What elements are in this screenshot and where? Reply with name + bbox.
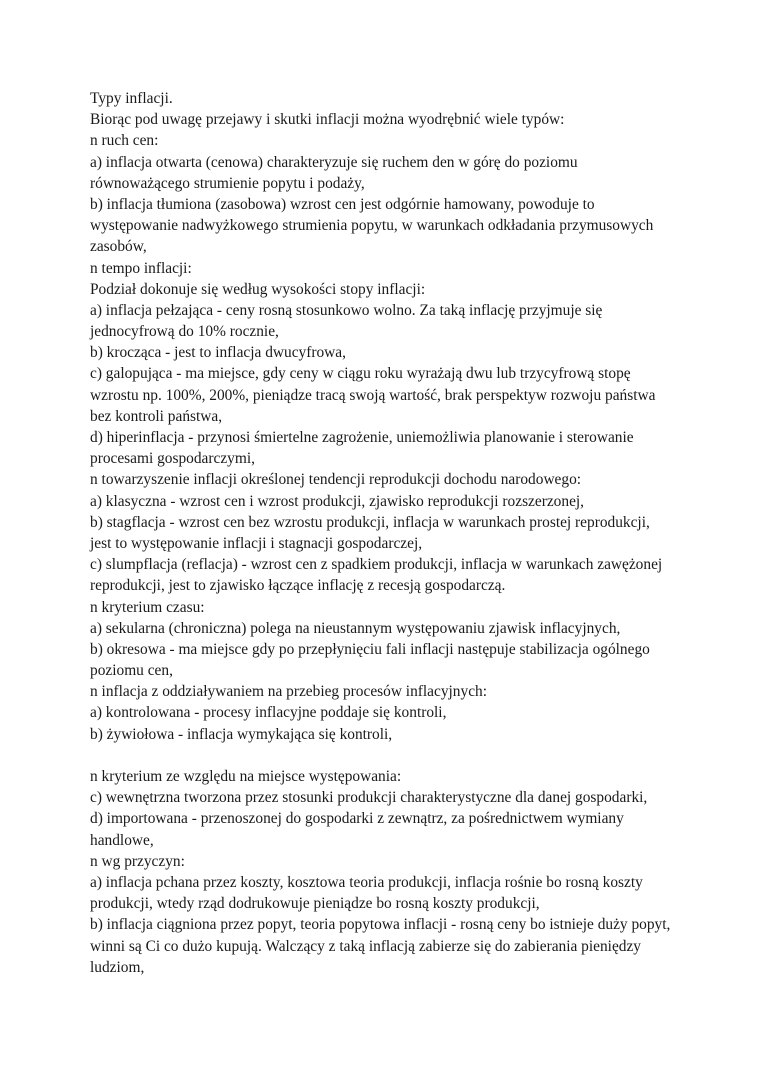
text-line: c) wewnętrzna tworzona przez stosunki produkcji charakterystyczne dla danej gospodarki, xyxy=(90,789,648,807)
text-line: d) importowana - przenoszonej do gospodarki z zewnątrz, za pośrednictwem wymiany xyxy=(90,810,624,828)
section-heading: n tempo inflacji: xyxy=(90,259,192,277)
text-line: zasobów, xyxy=(90,238,147,256)
text-line: Podział dokonuje się według wysokości stopy inflacji: xyxy=(90,280,426,298)
text-line: ludziom, xyxy=(90,958,145,976)
text-line: Biorąc pod uwagę przejawy i skutki inflacji można wyodrębnić wiele typów: xyxy=(90,111,565,129)
text-line: b) okresowa - ma miejsce gdy po przepłynięciu fali inflacji następuje stabilizacja ogólnego xyxy=(90,640,650,658)
text-line: b) inflacja tłumiona (zasobowa) wzrost cen jest odgórnie hamowany, powoduje to xyxy=(90,195,595,213)
blank-line xyxy=(90,745,710,766)
text-line: reprodukcji, jest to zjawisko łączące inflację z recesją gospodarczą. xyxy=(90,577,506,595)
text-line: b) żywiołowa - inflacja wymykająca się kontroli, xyxy=(90,725,393,743)
section-heading: n kryterium ze względu na miejsce występowania: xyxy=(90,768,402,785)
document-body xyxy=(90,88,710,978)
text-line: bez kontroli państwa, xyxy=(90,407,223,425)
text-line: c) galopująca - ma miejsce, gdy ceny w ciągu roku wyrażają dwu lub trzycyfrową stopę xyxy=(90,365,631,383)
text-line: a) klasyczna - wzrost cen i wzrost produkcji, zjawisko reprodukcji rozszerzonej, xyxy=(90,492,585,510)
text-line: a) inflacja pełzająca - ceny rosną stosunkowo wolno. Za taką inflację przyjmuje się xyxy=(90,301,603,319)
section-heading: n towarzyszenie inflacji określonej tendencji reprodukcji dochodu narodowego: xyxy=(90,471,582,489)
section-heading: n wg przyczyn: xyxy=(90,852,185,870)
section-heading: n kryterium czasu: xyxy=(90,598,205,616)
text-line: jednocyfrową do 10% rocznie, xyxy=(90,323,279,341)
text-line: b) inflacja ciągniona przez popyt, teoria popytowa inflacji - rosną ceny bo istnieje duży popyt, xyxy=(90,916,671,934)
text-line: b) krocząca - jest to inflacja dwucyfrowa, xyxy=(90,344,346,362)
text-line: występowanie nadwyżkowego strumienia popytu, w warunkach odkładania przymusowych xyxy=(90,217,654,235)
text-line: procesami gospodarczymi, xyxy=(90,450,255,468)
text-line: wzrostu np. 100%, 200%, pieniądze tracą swoją wartość, brak perspektyw rozwoju państwa xyxy=(90,386,656,404)
text-line: d) hiperinflacja - przynosi śmiertelne zagrożenie, uniemożliwia planowanie i sterowanie xyxy=(90,429,634,446)
text-line: a) inflacja pchana przez koszty, kosztowa teoria produkcji, inflacja rośnie bo rosną koszty xyxy=(90,873,643,891)
text-line: winni są Ci co dużo kupują. Walczący z taką inflacją zabierze się do zabierania pieniędzy xyxy=(90,937,642,955)
text-line: a) kontrolowana - procesy inflacyjne poddaje się kontroli, xyxy=(90,704,447,722)
text-line: poziomu cen, xyxy=(90,662,173,680)
text-line: równoważącego strumienie popytu i podaży, xyxy=(90,174,365,192)
text-line: handlowe, xyxy=(90,831,154,849)
text-line: produkcji, wtedy rząd dodrukowuje pieniądze bo rosną koszty produkcji, xyxy=(90,895,540,913)
section-heading: n ruch cen: xyxy=(90,132,159,150)
text-line: c) slumpflacja (reflacja) - wzrost cen z spadkiem produkcji, inflacja w warunkach zawężonej xyxy=(90,556,663,574)
text-line: b) stagflacja - wzrost cen bez wzrostu produkcji, inflacja w warunkach prostej reprodukcji, xyxy=(90,513,650,531)
text-line: jest to występowanie inflacji i stagnacji gospodarczej, xyxy=(90,534,423,552)
text-line: a) inflacja otwarta (cenowa) charakteryzuje się ruchem den w górę do poziomu xyxy=(90,153,578,171)
text-line: a) sekularna (chroniczna) polega na nieustannym występowaniu zjawisk inflacyjnych, xyxy=(90,619,621,637)
document-title: Typy inflacji. xyxy=(90,90,173,107)
section-heading: n inflacja z oddziaływaniem na przebieg procesów inflacyjnych: xyxy=(90,683,488,701)
